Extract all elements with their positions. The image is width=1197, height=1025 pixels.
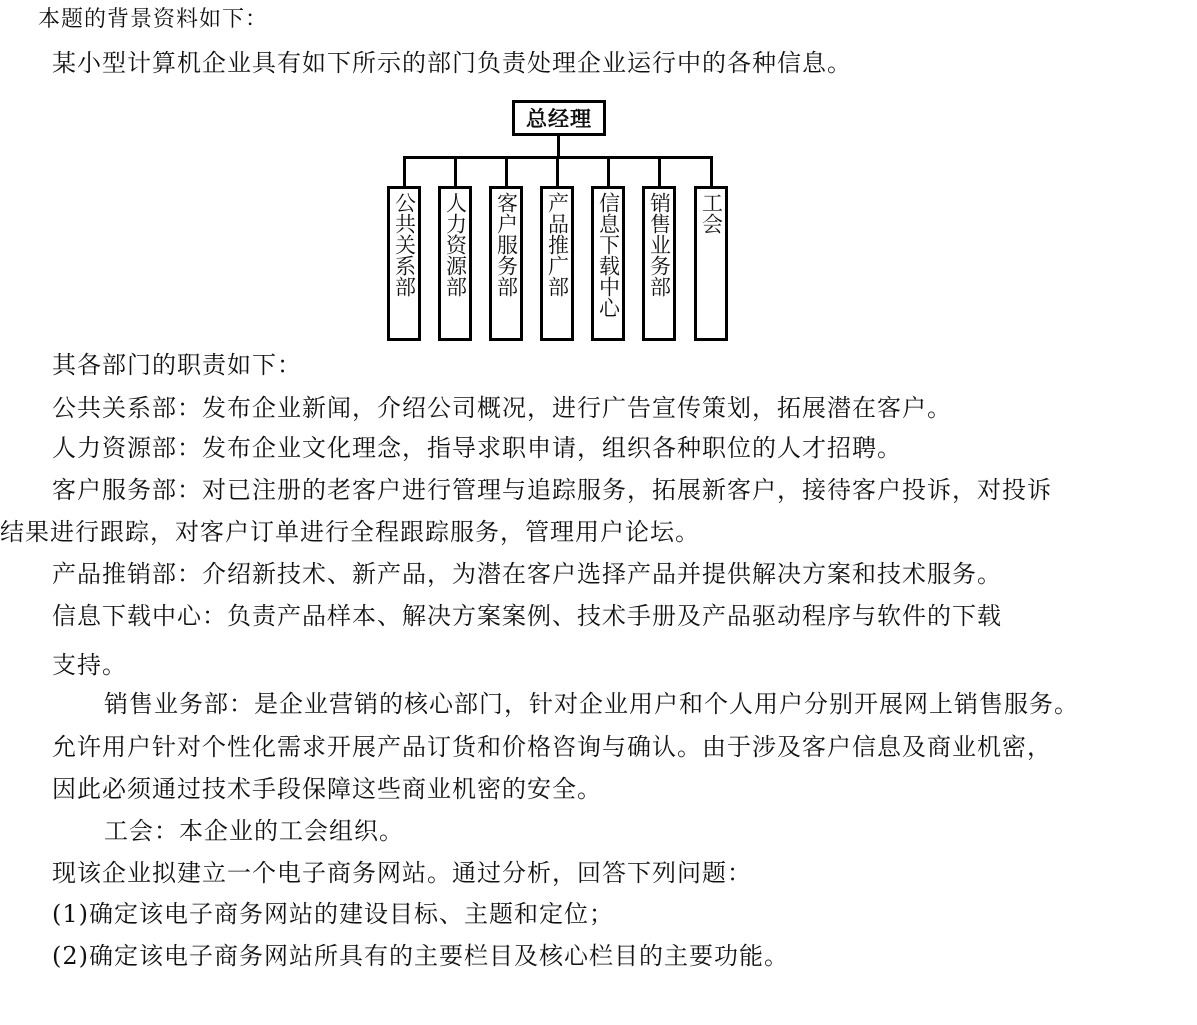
duty-line: 客户服务部：对已注册的老客户进行管理与追踪服务，拓展新客户，接待客户投诉，对投诉 [52, 476, 1052, 504]
org-node-root: 总经理 [512, 100, 606, 136]
branch-connector [710, 156, 713, 187]
org-node-department: 客户服务部 [489, 186, 523, 341]
duty-line: 人力资源部：发布企业文化理念，指导求职申请，组织各种职位的人才招聘。 [52, 434, 902, 462]
task-intro: 现该企业拟建立一个电子商务网站。通过分析，回答下列问题： [52, 859, 752, 887]
branch-connector [658, 156, 661, 187]
branch-connector [607, 156, 610, 187]
duty-line: 工会：本企业的工会组织。 [104, 817, 404, 845]
duty-line: 允许用户针对个性化需求开展产品订货和价格咨询与确认。由于涉及客户信息及商业机密， [52, 733, 1052, 761]
branch-connector [556, 156, 559, 187]
duty-line: 因此必须通过技术手段保障这些商业机密的安全。 [52, 775, 602, 803]
org-node-department: 人力资源部 [438, 186, 472, 341]
duty-line: 信息下载中心：负责产品样本、解决方案案例、技术手册及产品驱动程序与软件的下载 [52, 602, 1002, 630]
question-line: (2)确定该电子商务网站所具有的主要栏目及核心栏目的主要功能。 [52, 942, 789, 970]
duties-intro: 其各部门的职责如下： [52, 351, 302, 379]
branch-connector [454, 156, 457, 187]
heading: 本题的背景资料如下： [38, 7, 269, 32]
duty-line: 产品推销部：介绍新技术、新产品，为潜在客户选择产品并提供解决方案和技术服务。 [52, 560, 1002, 588]
question-line: (1)确定该电子商务网站的建设目标、主题和定位； [52, 900, 614, 928]
branch-connector [505, 156, 508, 187]
branch-connector [403, 156, 406, 187]
root-connector [557, 136, 560, 158]
org-node-department: 销售业务部 [642, 186, 676, 341]
duty-line: 销售业务部：是企业营销的核心部门，针对企业用户和个人用户分别开展网上销售服务。 [104, 690, 1079, 718]
org-chart [0, 0, 1197, 345]
org-node-department: 公共关系部 [387, 186, 421, 341]
intro-text: 某小型计算机企业具有如下所示的部门负责处理企业运行中的各种信息。 [52, 49, 852, 77]
org-node-department: 产品推广部 [540, 186, 574, 341]
duty-line: 结果进行跟踪，对客户订单进行全程跟踪服务，管理用户论坛。 [0, 518, 700, 546]
org-node-department: 工会 [694, 186, 728, 341]
duty-line: 支持。 [52, 651, 127, 679]
org-node-department: 信息下载中心 [591, 186, 625, 341]
duty-line: 公共关系部：发布企业新闻，介绍公司概况，进行广告宣传策划，拓展潜在客户。 [52, 394, 952, 422]
